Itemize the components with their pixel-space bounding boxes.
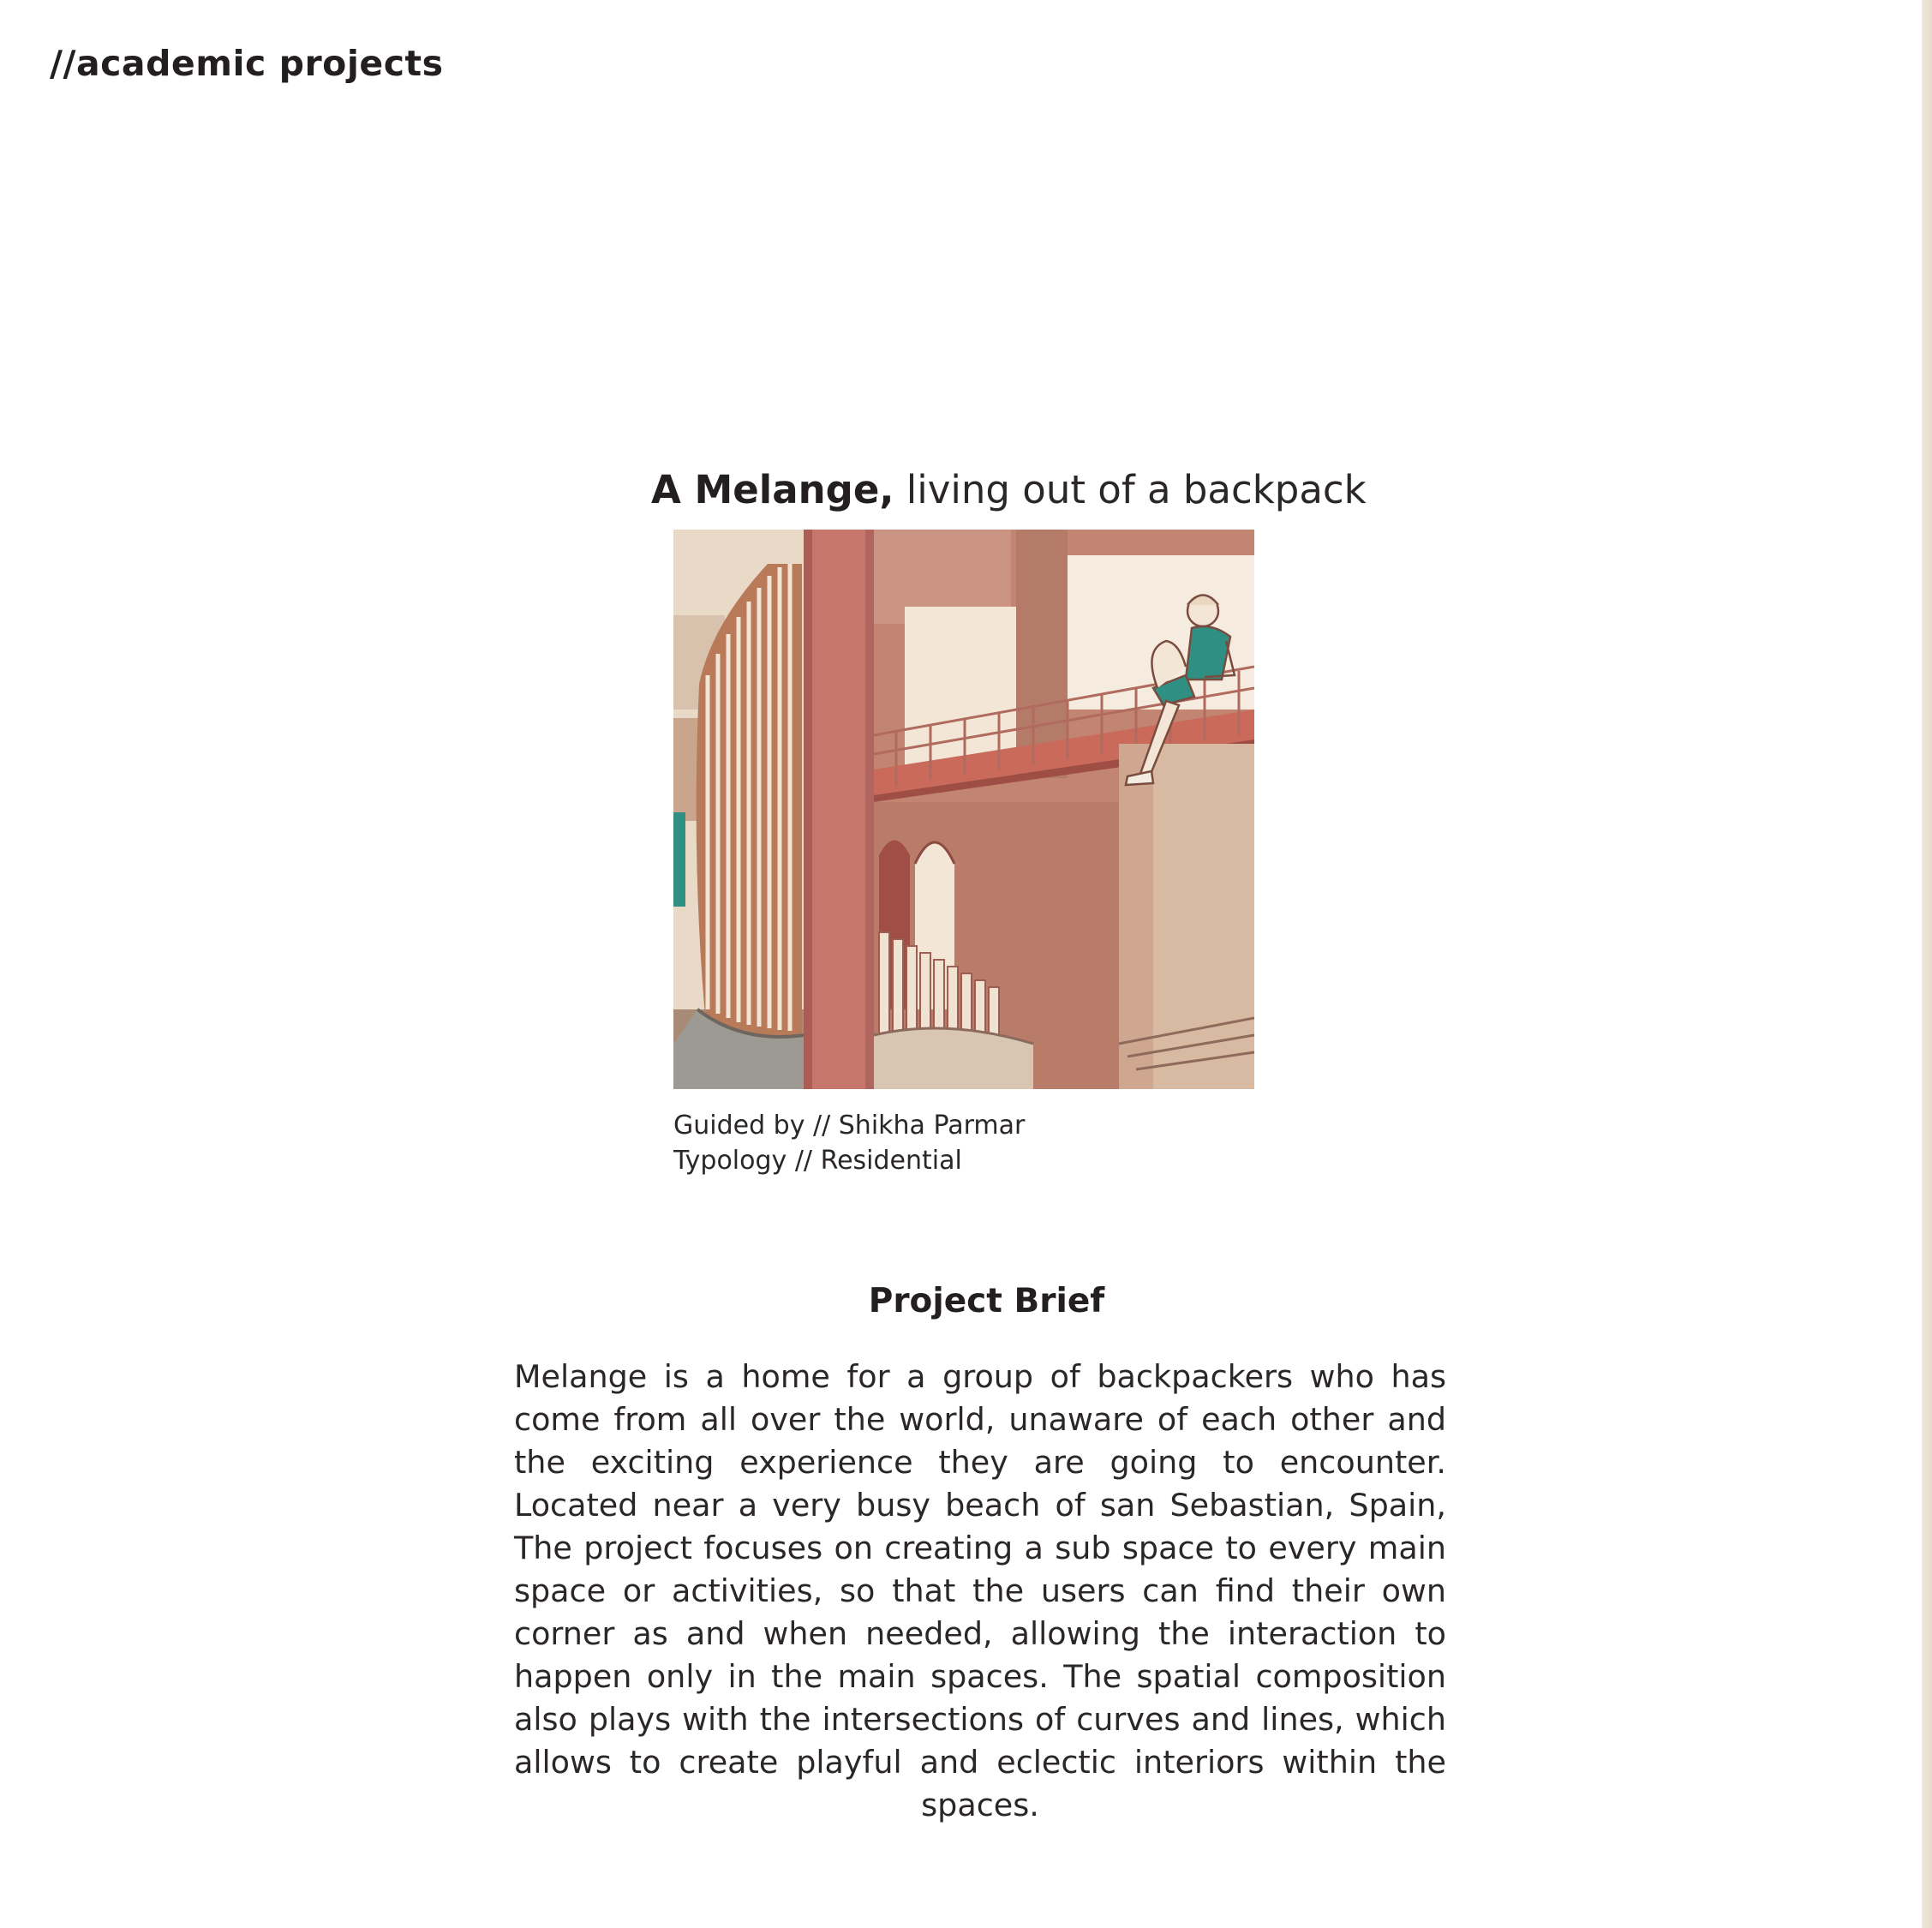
guided-by-line: Guided by // Shikha Parmar <box>673 1111 1026 1141</box>
project-title-tagline: living out of a backpack <box>906 467 1367 512</box>
page-edge-strip <box>1922 0 1932 1928</box>
typology-line: Typology // Residential <box>673 1146 962 1176</box>
project-title-name: A Melange, <box>651 467 894 512</box>
brief-heading: Project Brief <box>868 1282 1105 1320</box>
section-label: //academic projects <box>50 43 444 84</box>
brief-body: Melange is a home for a group of backpackers who has come from all over the world, unaware of each other and the exciting experience they are going to encounter. Located near a very busy beach of san Sebastian, Spain, The project focuses on creating a sub space to every main space or activities, so that the users can find their own corner as and when needed, allowing the interaction to happen only in the main spaces. The spatial composition also plays with the intersections of curves and lines, which allows to create playful and eclectic interiors within the spaces. <box>514 1358 1446 1823</box>
project-illustration <box>673 530 1254 1089</box>
project-credits <box>673 1108 1025 1178</box>
project-title <box>651 464 1367 516</box>
